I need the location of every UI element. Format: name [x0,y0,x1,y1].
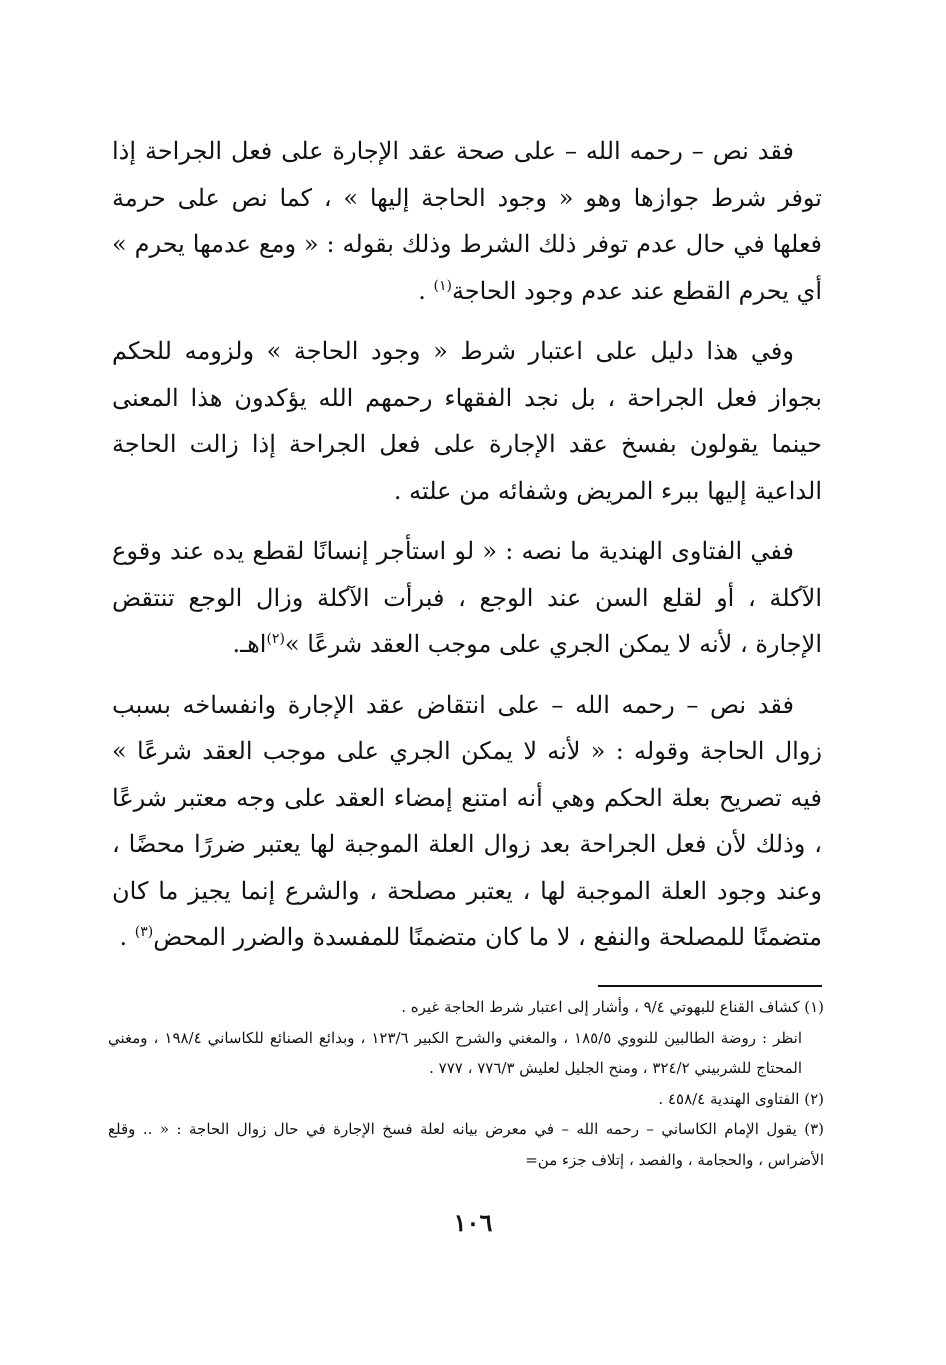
paragraph-4 [112,682,822,961]
paragraph-1 [112,128,822,314]
footnote-2: (٢) الفتاوى الهندية ٤٥٨/٤ . [658,1089,824,1108]
paragraph-2 [112,328,822,514]
footnotes [108,992,824,1175]
footnote-ref-3: (٣) [134,924,154,940]
footnote-ref-2: (٢) [266,631,285,647]
footnote-separator [598,985,822,987]
paragraph-3 [112,528,822,668]
main-text [112,128,822,975]
page-number: ١٠٦ [453,1208,493,1237]
footnote-1: (١) كشاف القناع للبهوتي ٩/٤ ، وأشار إلى اعتبار شرط الحاجة غيره . [401,998,824,1016]
paragraph-4-tail: . [119,923,135,951]
paragraph-3-tail: اهـ. [232,630,267,658]
paragraph-1-text: فقد نص – رحمه الله – على صحة عقد الإجارة على فعل الجراحة إذا توفر شرط جوازها وهو « وجود الحاجة إليها » ، كما نص على حرمة فعلها في حال عدم توفر ذلك الشرط وذلك بقوله : « ومع عدمها يحرم » أي يحرم القطع عند عدم وجود الحاجة [112,137,822,305]
paragraph-2-text: وفي هذا دليل على اعتبار شرط « وجود الحاجة » ولزومه للحكم بجواز فعل الجراحة ، بل نجد الفقهاء رحمهم الله يؤكدون هذا المعنى حينما يقولون بفسخ عقد الإجارة على فعل الجراحة إذا زالت الحاجة الداعية إليها ببرء المريض وشفائه من علته . [112,337,823,505]
footnote-3: (٣) يقول الإمام الكاساني – رحمه الله – في معرض بيانه لعلة فسخ الإجارة في حال زوال الحاجة : « .. وقلع الأضراس ، والحجامة ، والفصد ، إتلاف جزء من= [108,1120,824,1169]
paragraph-3-text: ففي الفتاوى الهندية ما نصه : « لو استأجر إنسانًا لقطع يده عند وقوع الآكلة ، أو لقلع السن عند الوجع ، فبرأت الآكلة وزال الوجع تنتقض الإجارة ، لأنه لا يمكن الجري على موجب العقد شرعًا » [112,537,822,658]
paragraph-1-tail: . [418,276,434,305]
paragraph-4-text: فقد نص – رحمه الله – على انتقاض عقد الإجارة وانفساخه بسبب زوال الحاجة وقوله : « لأنه لا يمكن الجري على موجب العقد شرعًا » فيه تصريح بعلة الحكم وهي أنه امتنع إمضاء العقد على وجه معتبر شرعًا ، وذلك لأن فعل الجراحة بعد زوال العلة الموجبة لها يعتبر ضررًا محضًا ، وعند وجود العلة الموجبة لها ، يعتبر مصلحة ، والشرع إنما يجيز ما كان متضمنًا للمصلحة والنفع ، لا ما كان متضمنًا للمفسدة والضرر المحض [112,690,823,951]
footnote-1-references: انظر : روضة الطالبين للنووي ١٨٥/٥ ، والمغني والشرح الكبير ١٢٣/٦ ، وبدائع الصنائع للكاساني ١٩٨/٤ ، ومغني المحتاج للشربيني ٣٢٤/٢ ، ومنح الجليل لعليش ٧٧٦/٣ ، ٧٧٧ . [108,1028,802,1077]
footnote-ref-1: (١) [433,277,452,294]
